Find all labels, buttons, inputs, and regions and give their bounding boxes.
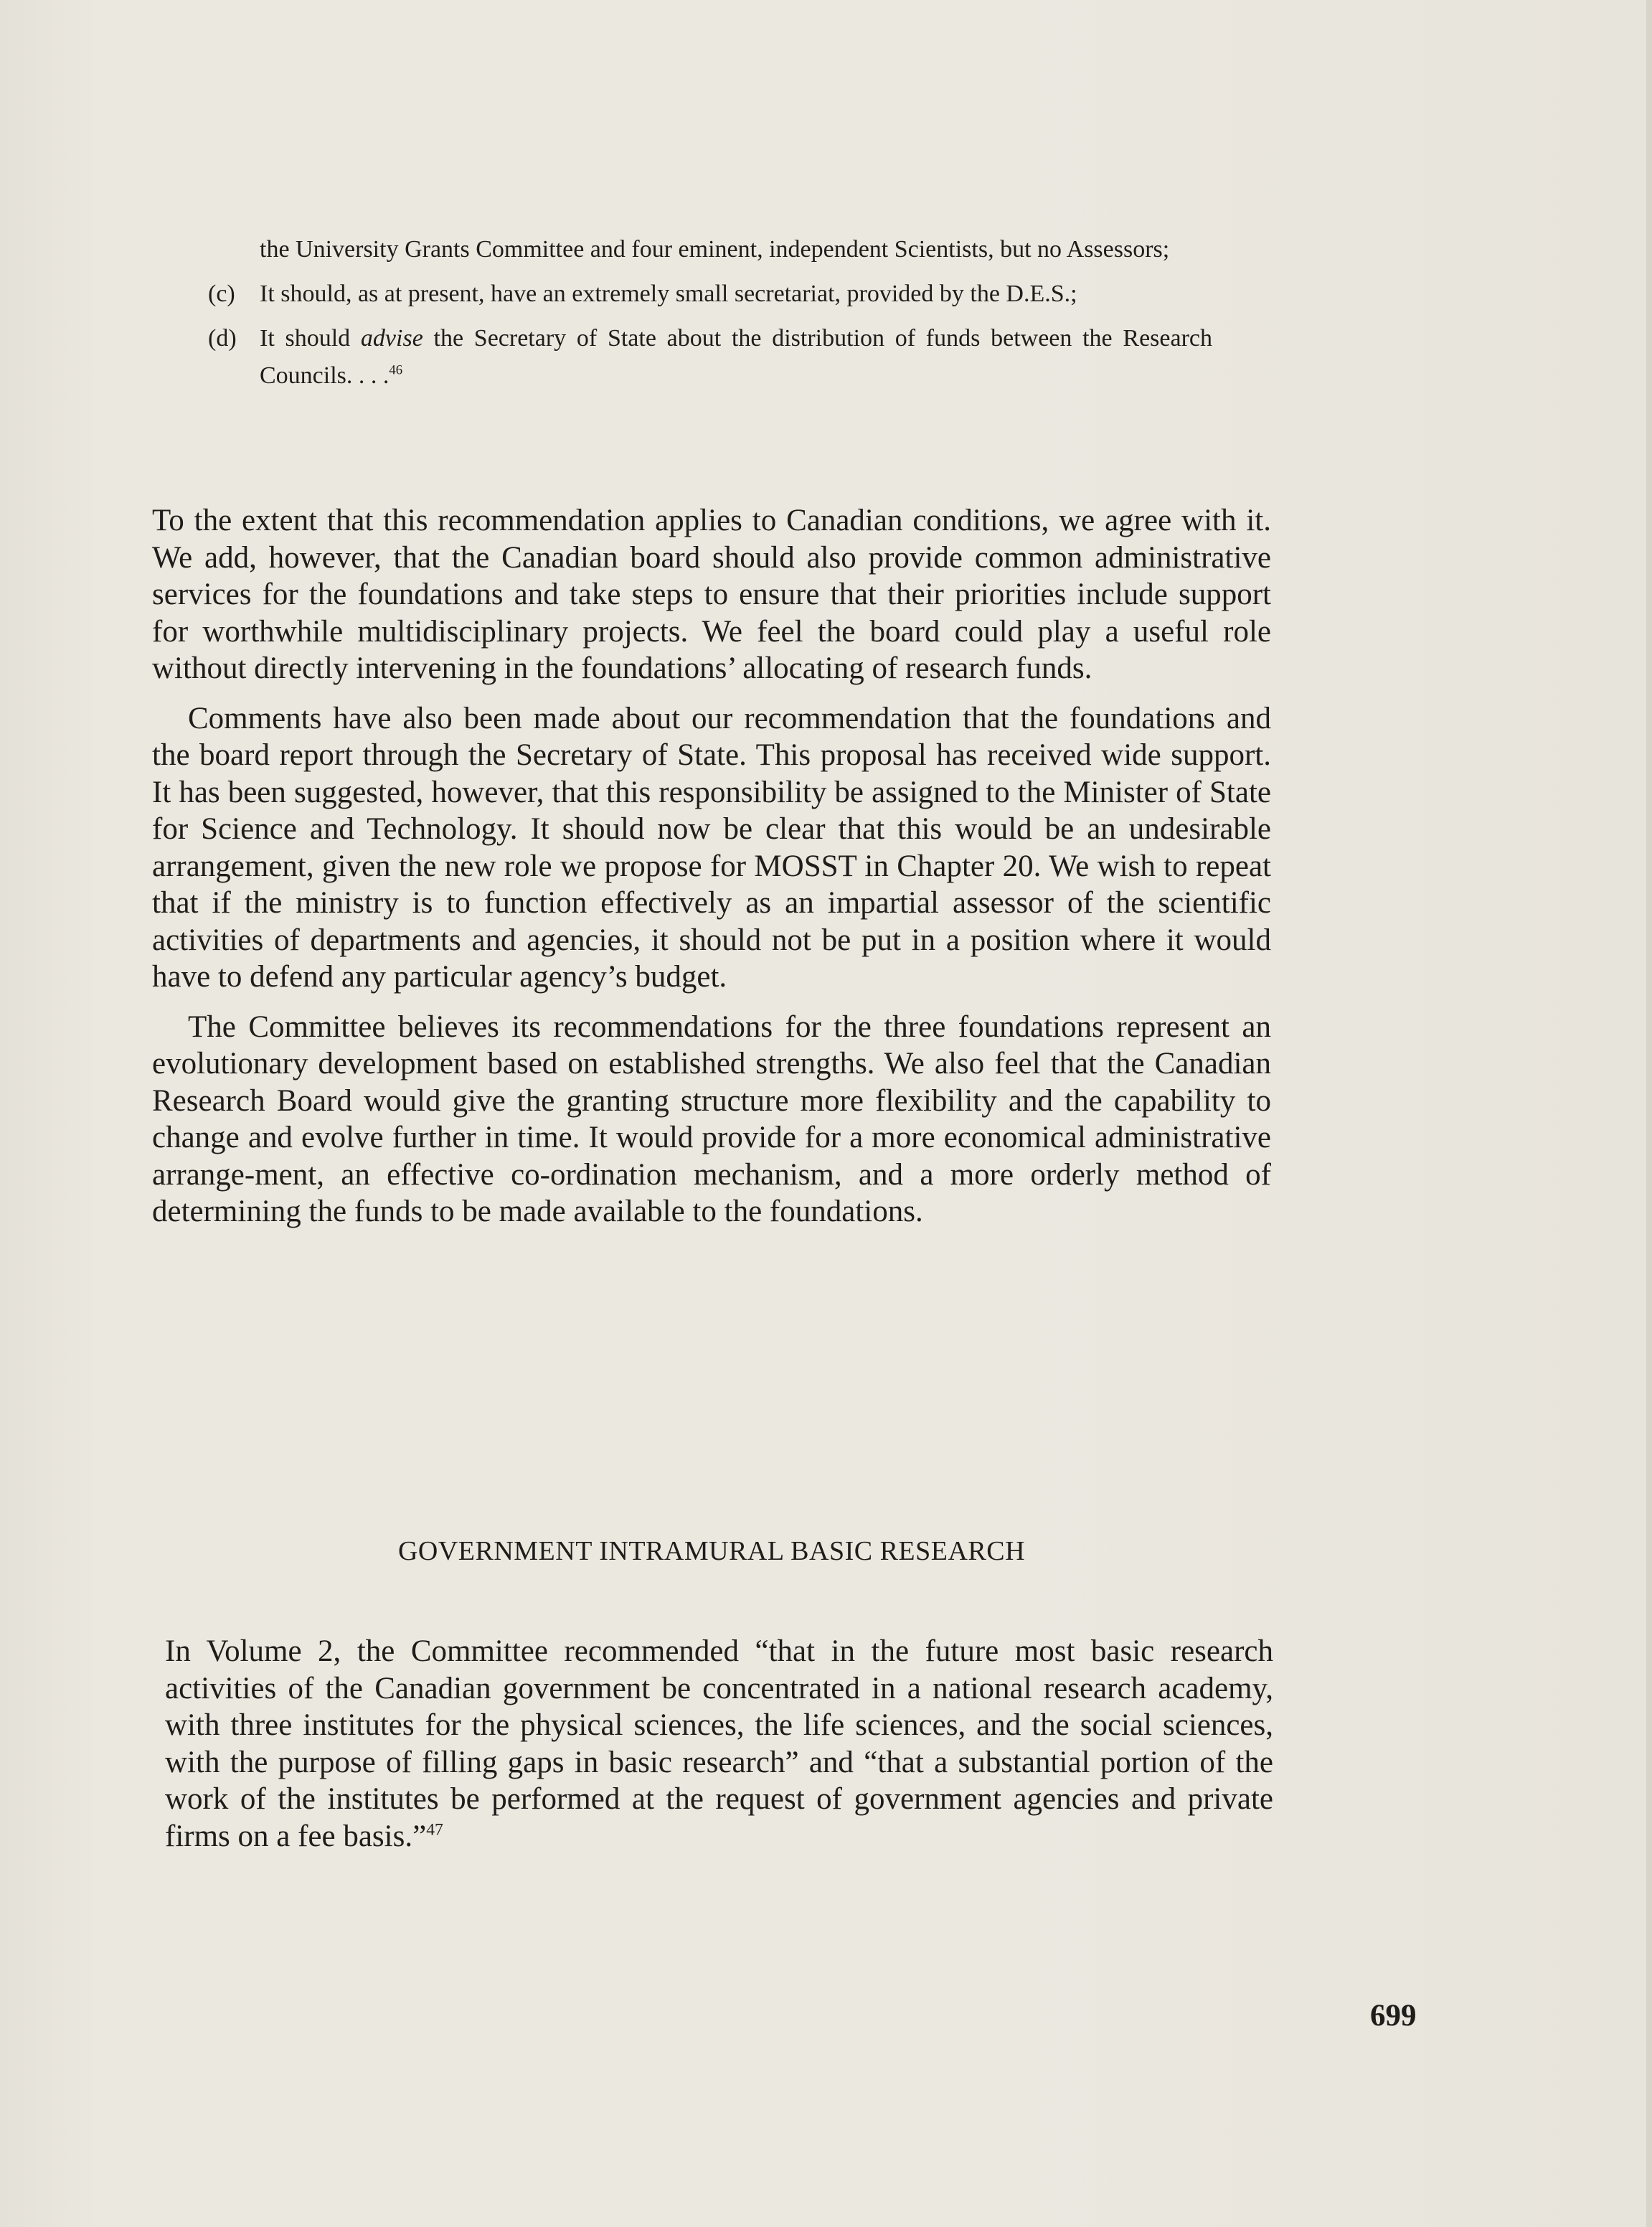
quote-item-text: It should, as at present, have an extremely small secretariat, provided by the D.E.S.;: [260, 281, 1077, 307]
quote-item-text: [260, 320, 1212, 395]
paragraph-4-text: In Volume 2, the Committee recommended “that in the future most basic research activities of the Canadian government be concentrated in a national research academy, with three institutes for the physical sciences, the life sciences, and the social sciences, with the purpose of filling gaps in basic research” and “that a substantial portion of the work of the institutes be performed at the request of government agencies and private firms on a fee basis.”: [165, 1634, 1273, 1853]
quote-item-text-after: the Secretary of State about the distribution of funds between the Research Councils. . . .: [260, 325, 1212, 389]
block-quote: [208, 231, 1212, 395]
footnote-marker: 46: [389, 362, 403, 378]
footnote-marker: 47: [426, 1820, 443, 1840]
paragraph-3: The Committee believes its recommendations for the three foundations represent an evolutionary development based on established strengths. We also feel that the Canadian Research Board would give the granting structure more flexibility and the capability to change and evolve further in time. It would provide for a more economical administrative arrange-ment, an effective co-ordination mechanism, and a more orderly method of determining the funds to be made available to the foundations.: [152, 1009, 1271, 1228]
quote-item-label: (d): [208, 325, 237, 352]
quote-item-d: [208, 320, 1212, 395]
page-edge: [1646, 0, 1652, 2227]
quote-continuation: the University Grants Committee and four eminent, independent Scientists, but no Assessors;: [260, 236, 1170, 263]
body-text: [152, 502, 1271, 1243]
quote-item-text-before: It should: [260, 325, 361, 352]
quote-item-label: (c): [208, 281, 235, 307]
paragraph-2: Comments have also been made about our recommendation that the foundations and the board report through the Secretary of State. This proposal has received wide support. It has been suggested, however, that this responsibility be assigned to the Minister of State for Science and Technology. It should now be clear that this would be an undesirable arrangement, given the new role we propose for MOSST in Chapter 20. We wish to repeat that if the ministry is to function effectively as an impartial assessor of the scientific activities of departments and agencies, it should not be put in a position where it would have to defend any particular agency’s budget.: [152, 701, 1271, 994]
page-number: 699: [1370, 1999, 1417, 2033]
paragraph-4: [165, 1633, 1273, 1855]
section-heading: GOVERNMENT INTRAMURAL BASIC RESEARCH: [397, 1536, 1026, 1566]
final-section: [165, 1633, 1273, 1868]
quote-item-c: [208, 276, 1212, 313]
quote-item-emphasis: advise: [360, 325, 423, 352]
paragraph-1: To the extent that this recommendation applies to Canadian conditions, we agree with it. We add, however, that the Canadian board should also provide common administrative services for the foundations and take steps to ensure that their priorities include support for worthwhile multidisciplinary projects. We feel the board could play a useful role without directly intervening in the foundations’ allocating of research funds.: [152, 504, 1271, 685]
